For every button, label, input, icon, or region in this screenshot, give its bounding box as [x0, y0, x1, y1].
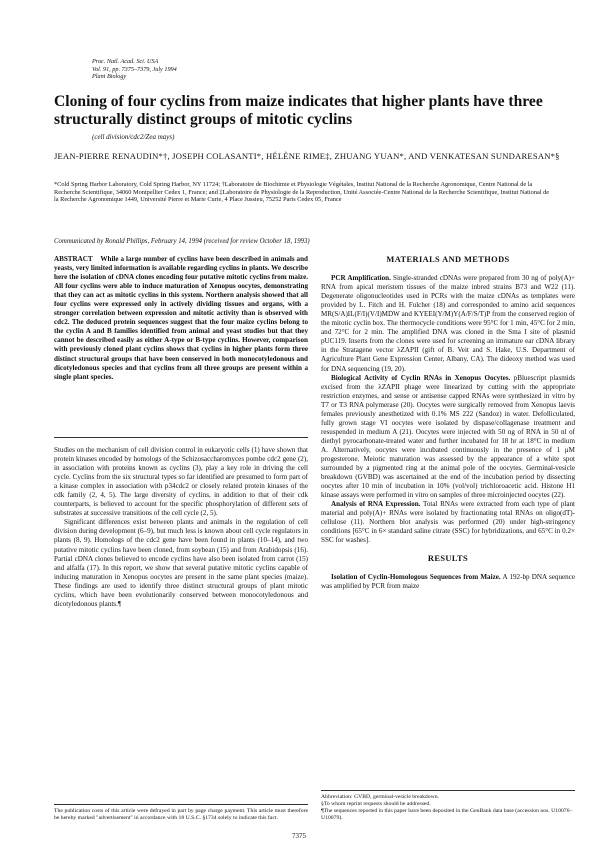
intro-paragraph: Studies on the mechanism of cell division control in eukaryotic cells (1) have shown that protein kinases encoded by homologs of the Schizosaccharomyces pombe cdc2 gene (2), in association with proteins known as cyclins (3), play a key role in driving the cell cycle. Cyclins from the six structural types so far identified are presumed to form part of a kinase complex in association with p34cdc2 or closely related protein kinases of the cdk family (2, 4, 5). The large diversity of cyclins, in addition to that of their cdk counterparts, is believed to account for the specific phosphorylation of different sets of substrates at successive transitions of the cell cycle (2, 5).: [54, 446, 308, 518]
right-column: [321, 255, 575, 591]
footnote-abbreviation: Abbreviation: GVBD, germinal-vesicle breakdown.: [321, 794, 439, 800]
methods-subheading: PCR Amplification.: [331, 274, 391, 283]
introduction: [54, 446, 308, 609]
methods-text: Single-stranded cDNAs were prepared from 30 ng of poly(A)+ RNA from apical meristem tissues of the maize inbred strains B73 and W22 (11). Degenerate oligonucleotides used in PCRs with the maize cDNAs as templates were provided by L. Fitch and H. Fulcher (18) and corresponded to amino acid sequences MR(S/A)IL(F/I)(V/I)MDW and KYEEI(Y/M)Y(A/F/S/T)P from the conserved region of the mitotic cyclin box. The thermocycle conditions were 95°C for 1 min, 45°C for 2 min, and 72°C for 2 min. The amplified DNA was cloned in the Sma I site of plasmid pUC119. Inserts from the clones were used for screening an immature ear cDNA library in the Stratagene vector λZAPII (gift of B. Veit and S. Hake, U.S. Department of Agriculture Plant Gene Expression Center, Albany, CA). The dideoxy method was used for DNA sequencing (19, 20).: [321, 274, 575, 373]
journal-section: Plant Biology: [92, 73, 127, 81]
methods-paragraph: [321, 374, 575, 501]
journal-volume: Vol. 91, pp. 7375–7379, July 1994: [92, 65, 177, 73]
section-heading-methods: MATERIALS AND METHODS: [386, 255, 510, 264]
methods-subheading: Biological Activity of Cyclin RNAs in Xenopus Oocytes.: [331, 373, 511, 382]
affiliations: *Cold Spring Harbor Laboratory, Cold Spring Harbor, NY 11724; †Laboratoire de Biochimie et Physiologie Végétales, Institut National de la Recherche Agronomique, Centre National de la Recherche Scientifique, 34060 Montpellier Cedex 1, France; and ‡Laboratoire de Physiologie de la Reproduction, Unité Associée-Centre National de la Recherche Scientifique, Institut National de la Recherche Agronomique 1449, Université Pierre et Marie Curie, 4 Place Jussieu, 75252 Paris Cedex 05, France: [54, 181, 550, 204]
footnote-reprints: §To whom reprint requests should be addressed.: [321, 801, 431, 807]
article-title: Cloning of four cyclins from maize indicates that higher plants have three structurally distinct groups of mitotic cyclins: [54, 93, 543, 128]
methods-paragraph: [321, 274, 575, 374]
author-list: JEAN-PIERRE RENAUDIN*†, JOSEPH COLASANTI*, HÉLÈNE RIME‡, ZHUANG YUAN*, AND VENKATESAN SUNDARESAN*§: [54, 151, 560, 161]
methods-paragraph: [321, 500, 575, 545]
abstract-text: While a large number of cyclins have been described in animals and yeasts, very limited information is available regarding cyclins in plants. We describe here the isolation of cDNA clones encoding four putative mitotic cyclins from maize. All four cyclins were able to induce maturation of Xenopus oocytes, demonstrating that they can act as mitotic cyclins in this system. Northern analysis showed that all four cyclins were expressed only in actively dividing tissues and organs, with a stronger correlation between expression and mitotic activity than is observed with cdc2. The deduced protein sequences suggest that the four maize cyclins belong to the cyclin A and B families identified from animal and yeast studies but that they cannot be described easily as either A-type or B-type cyclins. However, comparison with previously cloned plant cyclins shows that cyclins in higher plants form three distinct structural groups that have been conserved in both monocotyledonous and dicotyledonous species and that cyclins from all three groups are present within a single plant species.: [54, 255, 308, 381]
results-subheading: Isolation of Cyclin-Homologous Sequences from Maize.: [331, 572, 501, 581]
journal-header: [92, 58, 177, 81]
abstract: [54, 255, 308, 382]
results-paragraph: [321, 573, 575, 591]
abstract-divider: [54, 437, 308, 438]
results-text: A 192-bp DNA sequence was amplified by PCR from maize: [321, 572, 575, 590]
footnote-genbank: ¶The sequences reported in this paper have been deposited in the GenBank data base (accession nos. U10076–U10079).: [321, 808, 573, 821]
methods-text: Total RNAs were extracted from each type of plant material and poly(A)+ RNAs were isolated by fractionating total RNAs on oligo(dT)-cellulose (11). Northern blot analysis was performed (20) under high-stringency conditions [65°C in 6× standard saline citrate (SSC) for hybridizations, and 65°C in 0.2× SSC for washes].: [321, 500, 576, 545]
publication-cost-footnote: The publication costs of this article were defrayed in part by page charge payment. This article must therefore be hereby marked "advertisement" in accordance with 18 U.S.C. §1734 solely to indicate this fact.: [54, 804, 308, 822]
section-heading-results: RESULTS: [427, 554, 469, 564]
abstract-label: ABSTRACT: [54, 255, 93, 263]
methods-text: pBluescript plasmids excised from the λZAPII phage were linearized by cutting with the appropriate restriction enzymes, and sense or antisense capped RNAs were synthesized in vitro by T7 or T3 RNA polymerase (20). Oocytes were surgically removed from Xenopus laevis females previously anesthetized with 0.1% MS 222 (Sandoz) in water. Defolliculated, fully grown stage VI oocytes were isolated by dispase/collagenase treatment and resuspended in medium A (21). Oocytes were injected with 50 ng of RNA in 50 nl of diethyl pyrocarbonate-treated water and further incubated for 18 hr at 18°C in medium A. Alternatively, oocytes were incubated continuously in the presence of 1 μM progesterone. Meiotic maturation was assessed by the appearance of a white spot surrounded by a pigmented ring at the animal pole of the oocytes. Germinal-vesicle breakdown (GVBD) was ascertained at the end of the incubation period by dissecting oocytes after 10 min of incubation in 10% (vol/vol) trichloroacetic acid. Histone H1 kinase assays were performed in vitro on samples of three microinjected oocytes (22).: [321, 373, 575, 500]
keywords: (cell division/cdc2/Zea mays): [92, 133, 175, 141]
page-number: 7375: [292, 832, 306, 840]
methods-subheading: Analysis of RNA Expression.: [331, 500, 421, 509]
journal-name: Proc. Natl. Acad. Sci. USA: [92, 58, 159, 65]
footnotes: [321, 790, 575, 822]
intro-paragraph: Significant differences exist between plants and animals in the regulation of cell division during development (6–9), but much less is known about cell cycle regulators in plants (8, 9). Homologs of the cdc2 gene have been found in plants (10–14), and two putative mitotic cyclins have been cloned, from soybean (15) and from Arabidopsis (16). Partial cDNA clones believed to encode cyclins have also been isolated from carrot (15) and alfalfa (17). In this report, we show that several putative mitotic cyclins capable of inducing maturation in Xenopus oocytes are present in the same plant species (maize). These findings are used to identify three distinct structural groups of plant mitotic cyclins, which have been evolutionarily conserved between monocotyledonous and dicotyledonous plants.¶: [54, 518, 308, 608]
communicated-line: Communicated by Ronald Phillips, February 14, 1994 (received for review October 18, 1993): [54, 238, 310, 245]
